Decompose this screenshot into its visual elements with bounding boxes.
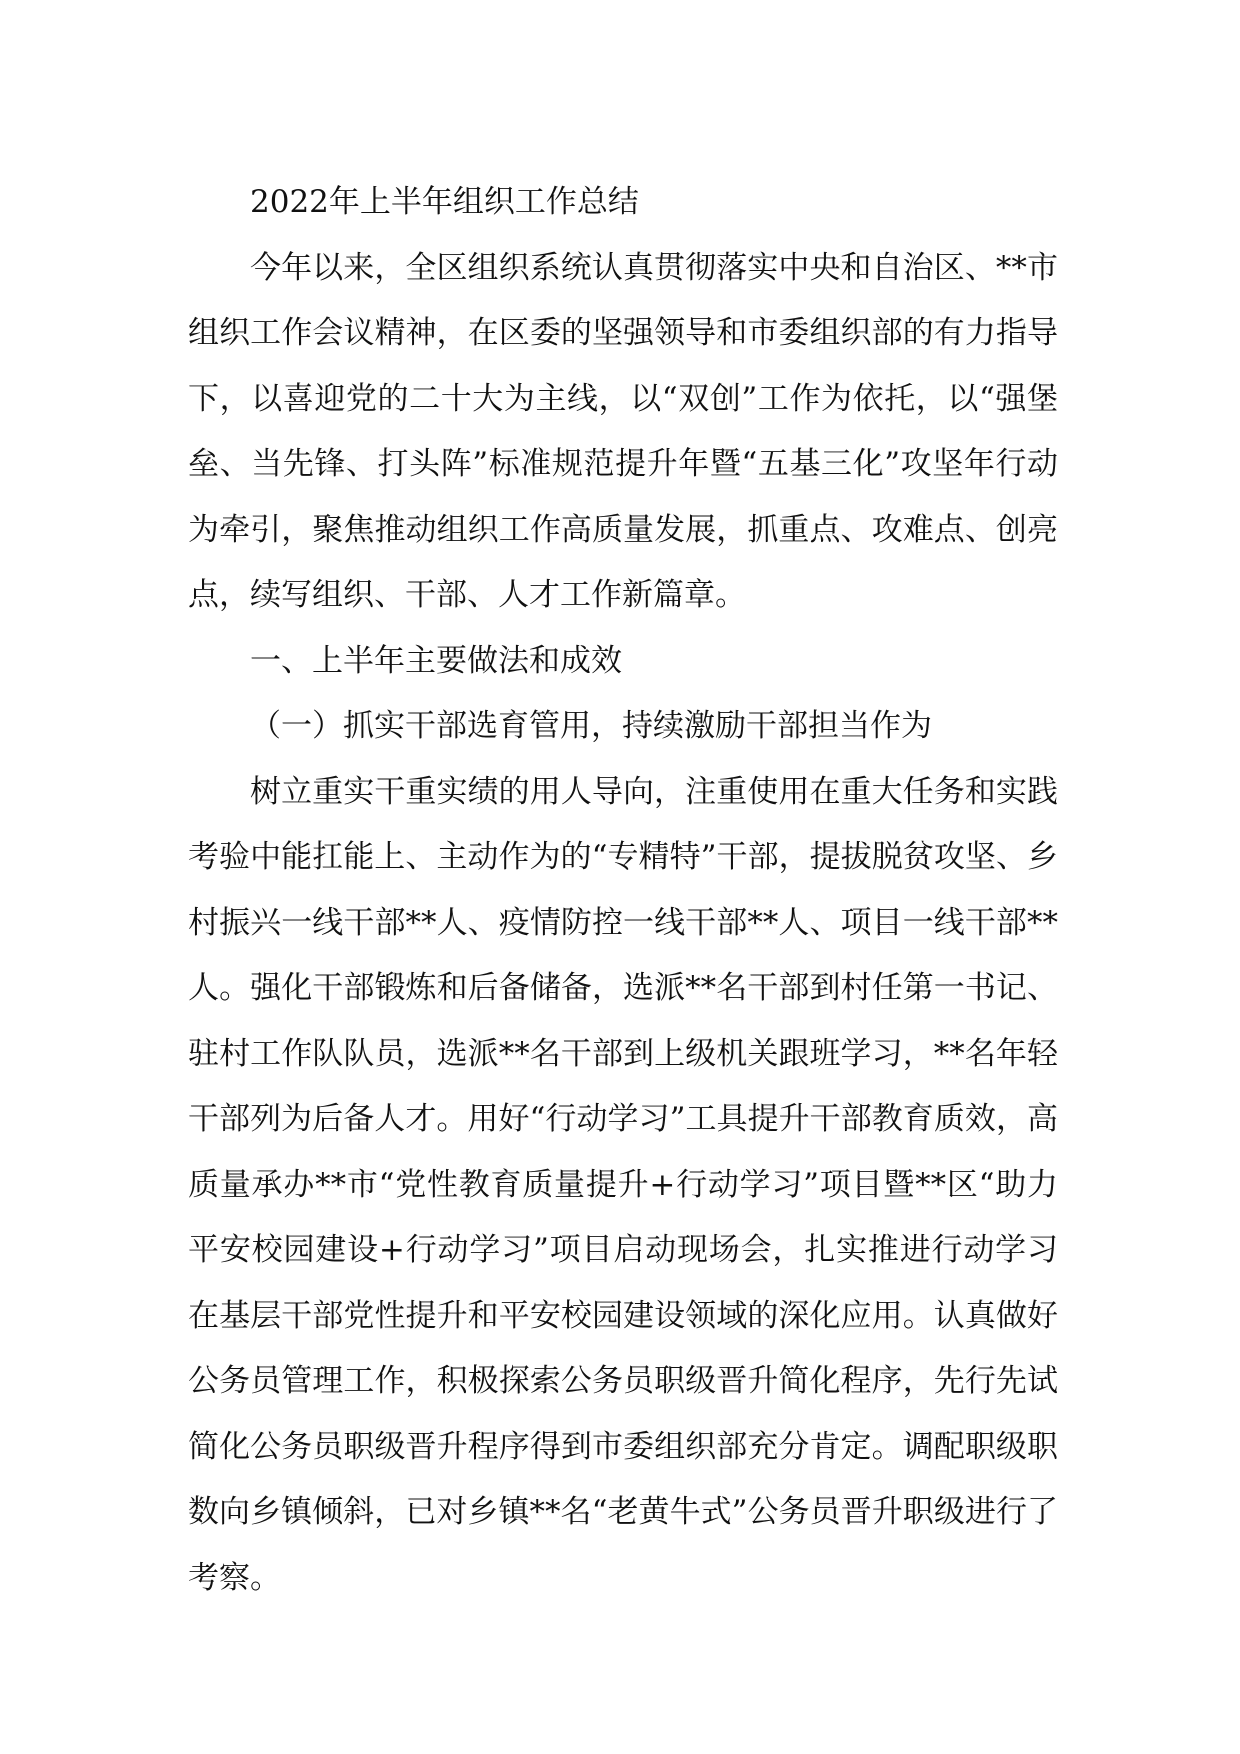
document-body — [188, 170, 1058, 1611]
body-paragraph: 树立重实干重实绩的用人导向，注重使用在重大任务和实践考验中能扛能上、主动作为的“专精特”干部，提拔脱贫攻坚、乡村振兴一线干部**人、疫情防控一线干部**人、项目一线干部**人。强化干部锻炼和后备储备，选派**名干部到村任第一书记、驻村工作队队员，选派**名干部到上级机关跟班学习，**名年轻干部列为后备人才。用好“行动学习”工具提升干部教育质效，高质量承办**市“党性教育质量提升+行动学习”项目暨**区“助力平安校园建设+行动学习”项目启动现场会，扎实推进行动学习在基层干部党性提升和平安校园建设领域的深化应用。认真做好公务员管理工作，积极探索公务员职级晋升简化程序，先行先试简化公务员职级晋升程序得到市委组织部充分肯定。调配职级职数向乡镇倾斜，已对乡镇**名“老黄牛式”公务员晋升职级进行了考察。 — [188, 773, 1058, 1596]
document-title: 2022年上半年组织工作总结 — [250, 184, 639, 220]
intro-paragraph: 今年以来，全区组织系统认真贯彻落实中央和自治区、**市组织工作会议精神，在区委的坚强领导和市委组织部的有力指导下，以喜迎党的二十大为主线，以“双创”工作为依托，以“强堡垒、当先锋、打头阵”标准规范提升年暨“五基三化”攻坚年行动为牵引，聚焦推动组织工作高质量发展，抓重点、攻难点、创亮点，续写组织、干部、人才工作新篇章。 — [188, 249, 1058, 613]
subsection-heading: （一）抓实干部选育管用，持续激励干部担当作为 — [250, 708, 932, 744]
section-heading: 一、上半年主要做法和成效 — [250, 642, 622, 679]
